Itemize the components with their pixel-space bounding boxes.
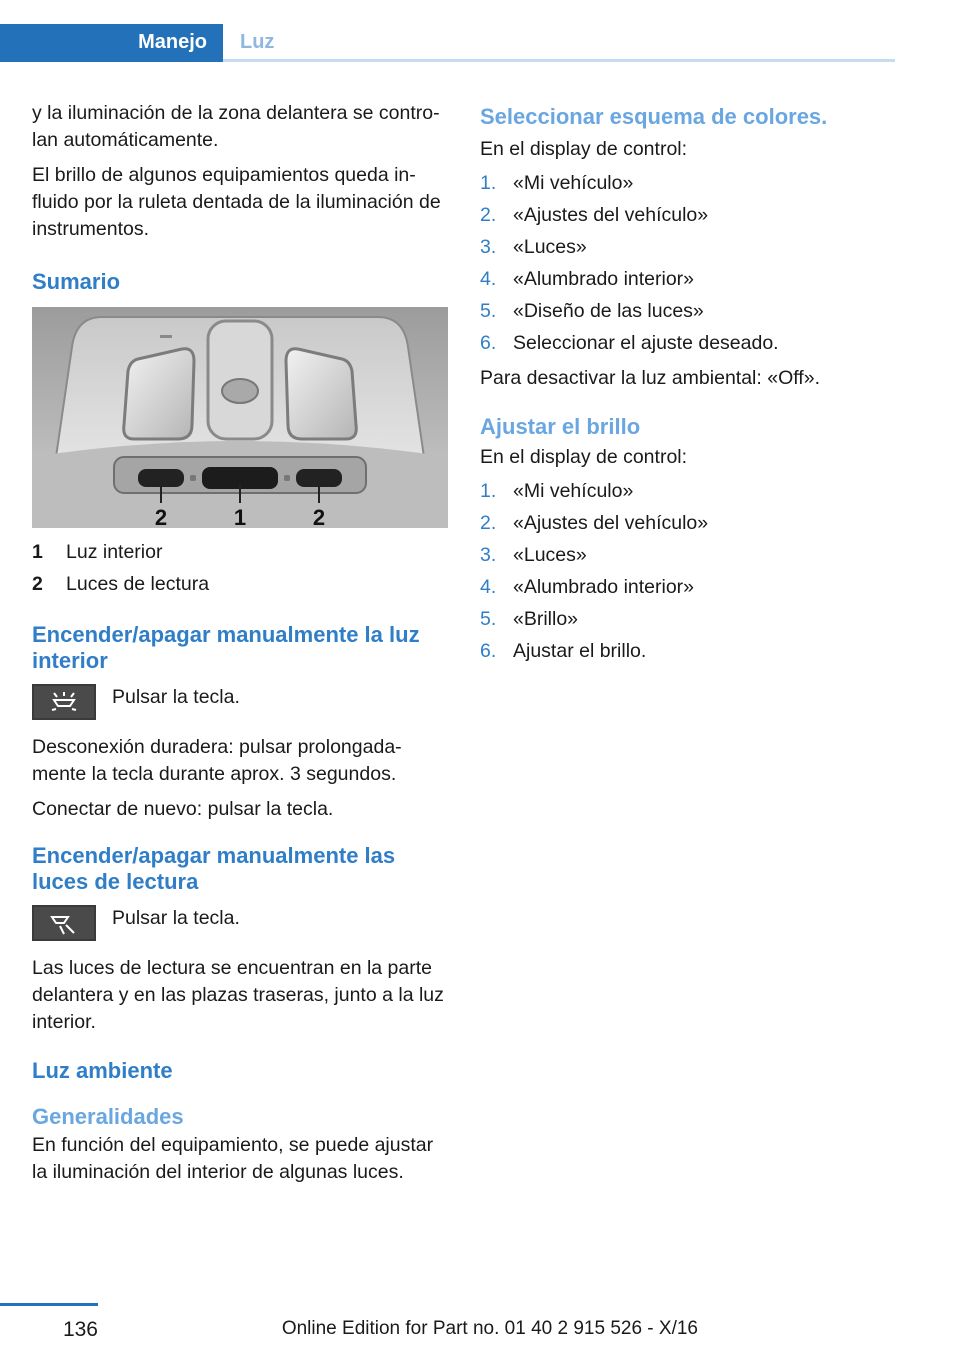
step-number: 6. [480,332,497,354]
step-text: Seleccionar el ajuste deseado. [513,332,779,354]
ceiling-light-photo [32,307,448,528]
general-paragraph: En función del equipamiento, se puede ajustar la iluminación del interior de algunas luces. [32,1134,434,1183]
step-number: 3. [480,544,497,566]
photo-label-right: 2 [312,505,326,528]
step-text: «Brillo» [513,608,579,630]
intro-paragraph-2: El brillo de algunos equipamientos queda influido por la ruleta dentada de la iluminación de instrumentos. [32,164,441,240]
header-divider [223,59,895,62]
tab-manejo-label: Manejo [138,31,207,53]
step-item [480,539,895,571]
step-text: «Luces» [513,544,587,566]
step-text: «Mi vehículo» [513,480,634,502]
step-number: 4. [480,268,497,290]
brightness-heading: Ajustar el brillo [480,414,641,439]
color-scheme-intro: En el display de control: [480,138,688,160]
legend-item [32,568,448,600]
interior-light-button-text: Pulsar la tecla. [112,686,240,708]
interior-light-heading: Encender/apagar manualmente la luz interior [32,622,420,673]
photo-label-left: 2 [154,505,168,528]
step-item [480,263,895,295]
interior-light-paragraph-2: Conectar de nuevo: pulsar la tecla. [32,798,334,820]
ambient-off-note: Para desactivar la luz ambiental: «Off». [480,367,820,389]
photo-label-center: 1 [233,505,247,528]
step-number: 1. [480,480,497,502]
step-number: 3. [480,236,497,258]
interior-light-instruction [32,684,448,720]
step-item [480,295,895,327]
step-text: «Ajustes del vehículo» [513,512,709,534]
legend-text: Luces de lectura [66,573,210,595]
legend-number: 2 [32,573,43,595]
reading-lights-instruction [32,905,448,941]
step-item [480,167,895,199]
intro-paragraph-1: y la iluminación de la zona delantera se controlan automáticamente. [32,102,440,151]
step-item [480,571,895,603]
step-text: «Mi vehículo» [513,172,634,194]
brightness-steps [480,475,895,667]
step-number: 2. [480,204,497,226]
step-text: «Diseño de las luces» [513,300,704,322]
reading-light-button-icon [32,905,96,941]
step-number: 5. [480,608,497,630]
page-number: 136 [62,1318,98,1341]
tab-luz[interactable]: Luz [240,31,275,53]
step-number: 2. [480,512,497,534]
step-text: «Ajustes del vehículo» [513,204,709,226]
footer-accent-bar [0,1303,98,1306]
legend-number: 1 [32,541,43,563]
step-text: Ajustar el brillo. [513,640,647,662]
legend-item [32,536,448,568]
interior-light-button-icon [32,684,96,720]
step-number: 6. [480,640,497,662]
reading-lights-paragraph: Las luces de lectura se encuentran en la parte delantera y en las plazas traseras, junto a la luz interior. [32,957,444,1033]
color-scheme-steps [480,167,895,359]
step-text: «Alumbrado interior» [513,576,695,598]
reading-lights-button-text: Pulsar la tecla. [112,907,240,929]
step-number: 1. [480,172,497,194]
photo-legend [32,536,448,600]
sumario-heading: Sumario [32,269,121,294]
step-item [480,231,895,263]
step-number: 5. [480,300,497,322]
color-scheme-heading: Seleccionar esquema de colores. [480,104,828,129]
legend-text: Luz interior [66,541,163,563]
step-item [480,603,895,635]
page-header [0,24,895,62]
footer-edition: Online Edition for Part no. 01 40 2 915 526 - X/16 [281,1318,698,1339]
general-subheading: Generalidades [32,1104,184,1129]
step-text: «Alumbrado interior» [513,268,695,290]
step-item [480,327,895,359]
step-item [480,635,895,667]
tab-manejo[interactable] [0,24,223,62]
step-text: «Luces» [513,236,587,258]
step-item [480,475,895,507]
interior-light-paragraph-1: Desconexión duradera: pulsar prolongadamente la tecla durante aprox. 3 segundos. [32,736,402,785]
brightness-intro: En el display de control: [480,446,688,468]
left-column [32,100,448,1194]
step-item [480,507,895,539]
step-item [480,199,895,231]
reading-lights-heading: Encender/apagar manualmente las luces de lectura [32,843,396,894]
right-column [480,100,895,673]
ambient-light-heading: Luz ambiente [32,1058,173,1083]
step-number: 4. [480,576,497,598]
